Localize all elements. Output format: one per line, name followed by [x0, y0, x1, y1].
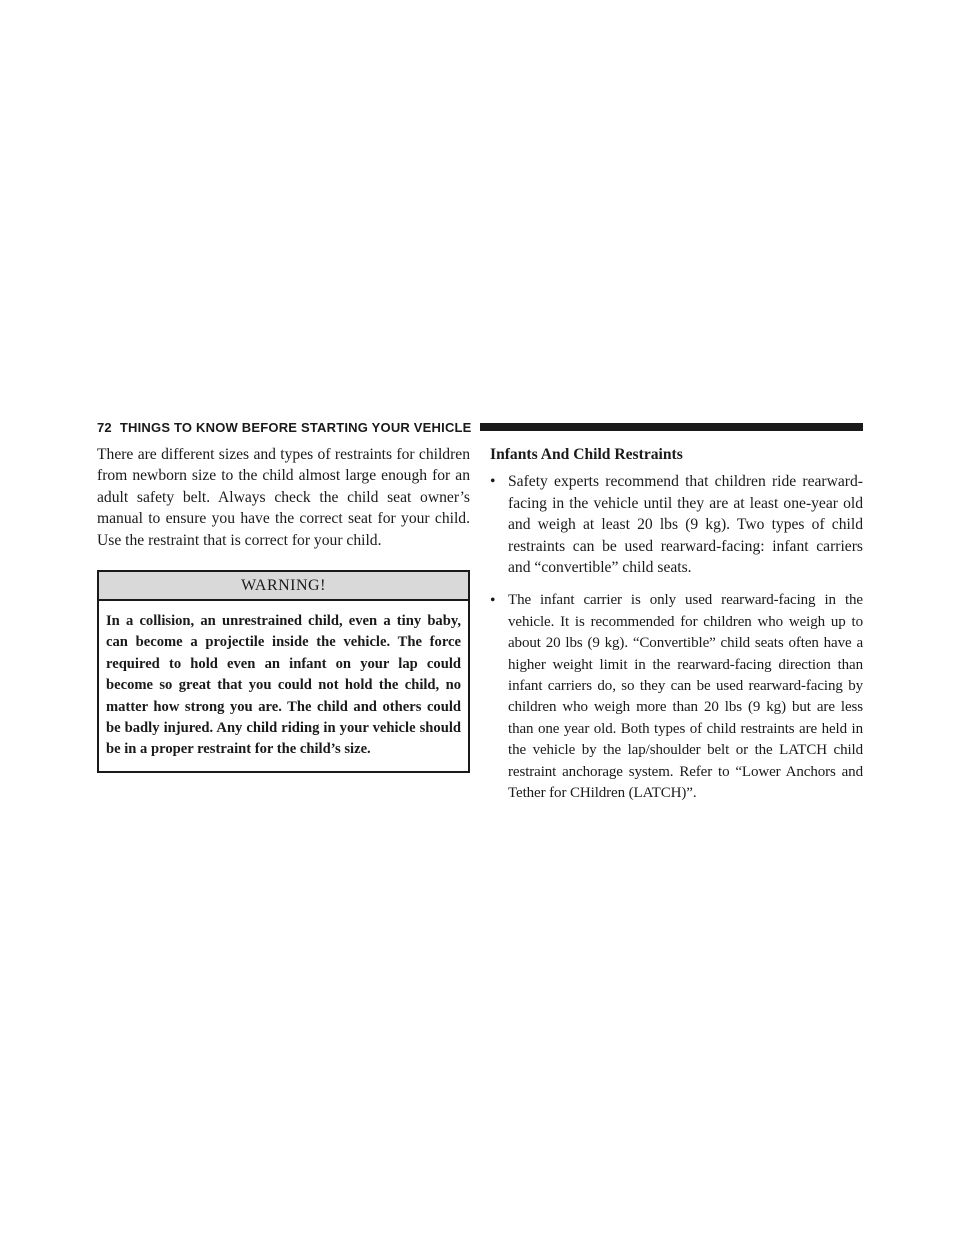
left-column — [97, 444, 470, 773]
section-title: THINGS TO KNOW BEFORE STARTING YOUR VEHICLE — [119, 419, 472, 435]
list-item — [490, 471, 863, 578]
bullet-text: Safety experts recommend that children ride rearward-facing in the vehicle until they are at least one-year old and weigh at least 20 lbs (9 kg). Two types of child restraints can be used rearward-facing: infant carriers and “convertible” child seats. — [508, 473, 863, 577]
page-header — [97, 418, 863, 436]
right-column — [490, 444, 863, 817]
bullet-icon: • — [490, 592, 496, 610]
header-rule — [480, 423, 863, 431]
bullet-list — [490, 471, 863, 804]
section-subhead: Infants And Child Restraints — [490, 446, 683, 463]
warning-title: WARNING! — [99, 572, 468, 601]
list-item — [490, 590, 863, 804]
warning-text: In a collision, an unrestrained child, even a tiny baby, can become a projectile inside the vehicle. The force required to hold even an infant on your lap could become so great that you could not hold the child, no matter how strong you are. The child and others could be badly injured. Any child riding in your vehicle should be in a proper restraint for the child’s size. — [106, 613, 461, 758]
warning-box — [97, 570, 470, 773]
intro-paragraph: There are different sizes and types of restraints for children from newborn size to the child almost large enough for an adult safety belt. Always check the child seat owner’s manual to ensure you have the correct seat for your child. Use the restraint that is correct for your child. — [97, 446, 470, 549]
bullet-text: The infant carrier is only used rearward-facing in the vehicle. It is recommended for children who weigh up to about 20 lbs (9 kg). “Convertible” child seats often have a higher weight limit in the rearward-facing direction than infant carriers do, so they can be used rearward-facing by children who weigh more than 20 lbs (9 kg) but are less than one year old. Both types of child restraints are held in the vehicle by the lap/shoulder belt or the LATCH child restraint anchorage system. Refer to “Lower Anchors and Tether for CHildren (LATCH)”. — [508, 592, 863, 802]
page-number: 72 — [97, 419, 112, 435]
bullet-icon: • — [490, 473, 496, 491]
